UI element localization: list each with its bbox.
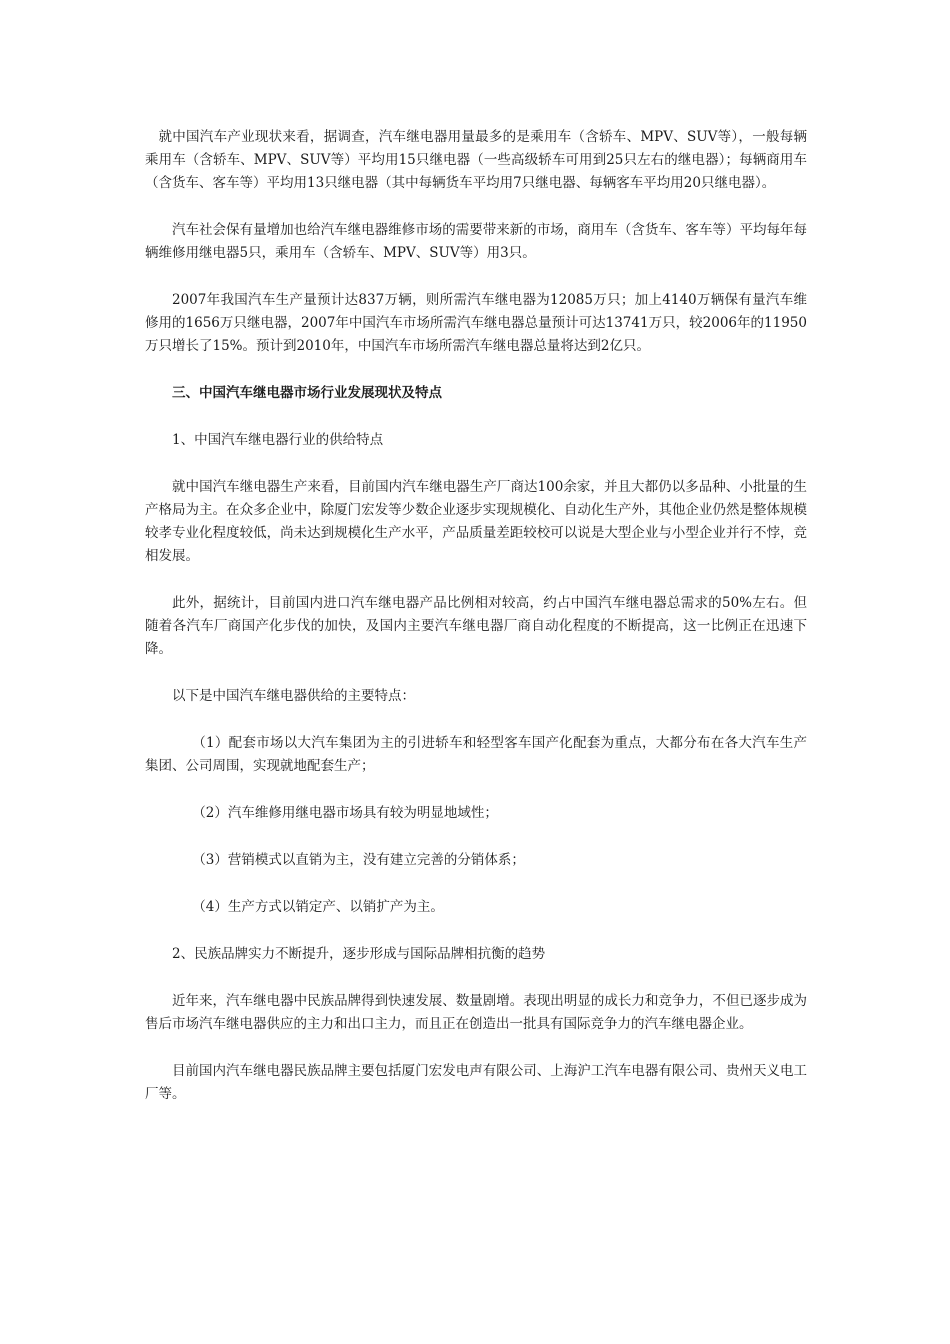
paragraph-2007-forecast: 2007年我国汽车生产量预计达837万辆，则所需汽车继电器为12085万只；加上4140万辆保有量汽车维修用的1656万只继电器，2007年中国汽车市场所需汽车继电器总量预计可达13741万只，较2006年的11950万只增长了15%。预计到2010年，中国汽车市场所需汽车继电器总量将达到2亿只。 xyxy=(145,292,807,354)
document-body xyxy=(145,126,807,1130)
subheading-domestic-brands: 2、民族品牌实力不断提升，逐步形成与国际品牌相抗衡的趋势 xyxy=(172,946,546,962)
list-item-1: （1）配套市场以大汽车集团为主的引进轿车和轻型客车国产化配套为重点，大都分布在各大汽车生产集团、公司周围，实现就地配套生产； xyxy=(145,735,807,774)
subheading-supply-characteristics: 1、中国汽车继电器行业的供给特点 xyxy=(172,432,384,448)
paragraph-imports: 此外，据统计，目前国内进口汽车继电器产品比例相对较高，约占中国汽车继电器总需求的50%左右。但随着各汽车厂商国产化步伐的加快，及国内主要汽车继电器厂商自动化程度的不断提高，这一比例正在迅速下降。 xyxy=(145,595,807,657)
paragraph-domestic-growth: 近年来，汽车继电器中民族品牌得到快速发展、数量剧增。表现出明显的成长力和竞争力，不但已逐步成为售后市场汽车继电器供应的主力和出口主力，而且正在创造出一批具有国际竞争力的汽车继电器企业。 xyxy=(145,993,807,1032)
list-item-2: （2）汽车维修用继电器市场具有较为明显地域性； xyxy=(192,805,498,821)
list-item-4: （4）生产方式以销定产、以销扩产为主。 xyxy=(192,899,444,915)
paragraph-domestic-brand-list: 目前国内汽车继电器民族品牌主要包括厦门宏发电声有限公司、上海沪工汽车电器有限公司、贵州天义电工厂等。 xyxy=(145,1063,807,1102)
paragraph-supply-intro: 以下是中国汽车继电器供给的主要特点： xyxy=(172,688,415,704)
section-heading-industry-status: 三、中国汽车继电器市场行业发展现状及特点 xyxy=(172,385,442,401)
paragraph-maintenance-market: 汽车社会保有量增加也给汽车继电器维修市场的需要带来新的市场，商用车（含货车、客车等）平均每年每辆维修用继电器5只，乘用车（含轿车、MPV、SUV等）用3只。 xyxy=(145,222,807,261)
paragraph-vehicle-usage: 就中国汽车产业现状来看，据调查，汽车继电器用量最多的是乘用车（含轿车、MPV、SUV等），一般每辆乘用车（含轿车、MPV、SUV等）平均用15只继电器（一些高级轿车可用到25只左右的继电器）；每辆商用车（含货车、客车等）平均用13只继电器（其中每辆货车平均用7只继电器、每辆客车平均用20只继电器）。 xyxy=(145,129,807,191)
list-item-3: （3）营销模式以直销为主，没有建立完善的分销体系； xyxy=(192,852,525,868)
paragraph-manufacturers: 就中国汽车继电器生产来看，目前国内汽车继电器生产厂商达100余家，并且大都仍以多品种、小批量的生产格局为主。在众多企业中，除厦门宏发等少数企业逐步实现规模化、自动化生产外，其他企业仍然是整体规模较孝专业化程度较低，尚未达到规模化生产水平，产品质量差距较校可以说是大型企业与小型企业并行不悖，竞相发展。 xyxy=(145,479,807,564)
